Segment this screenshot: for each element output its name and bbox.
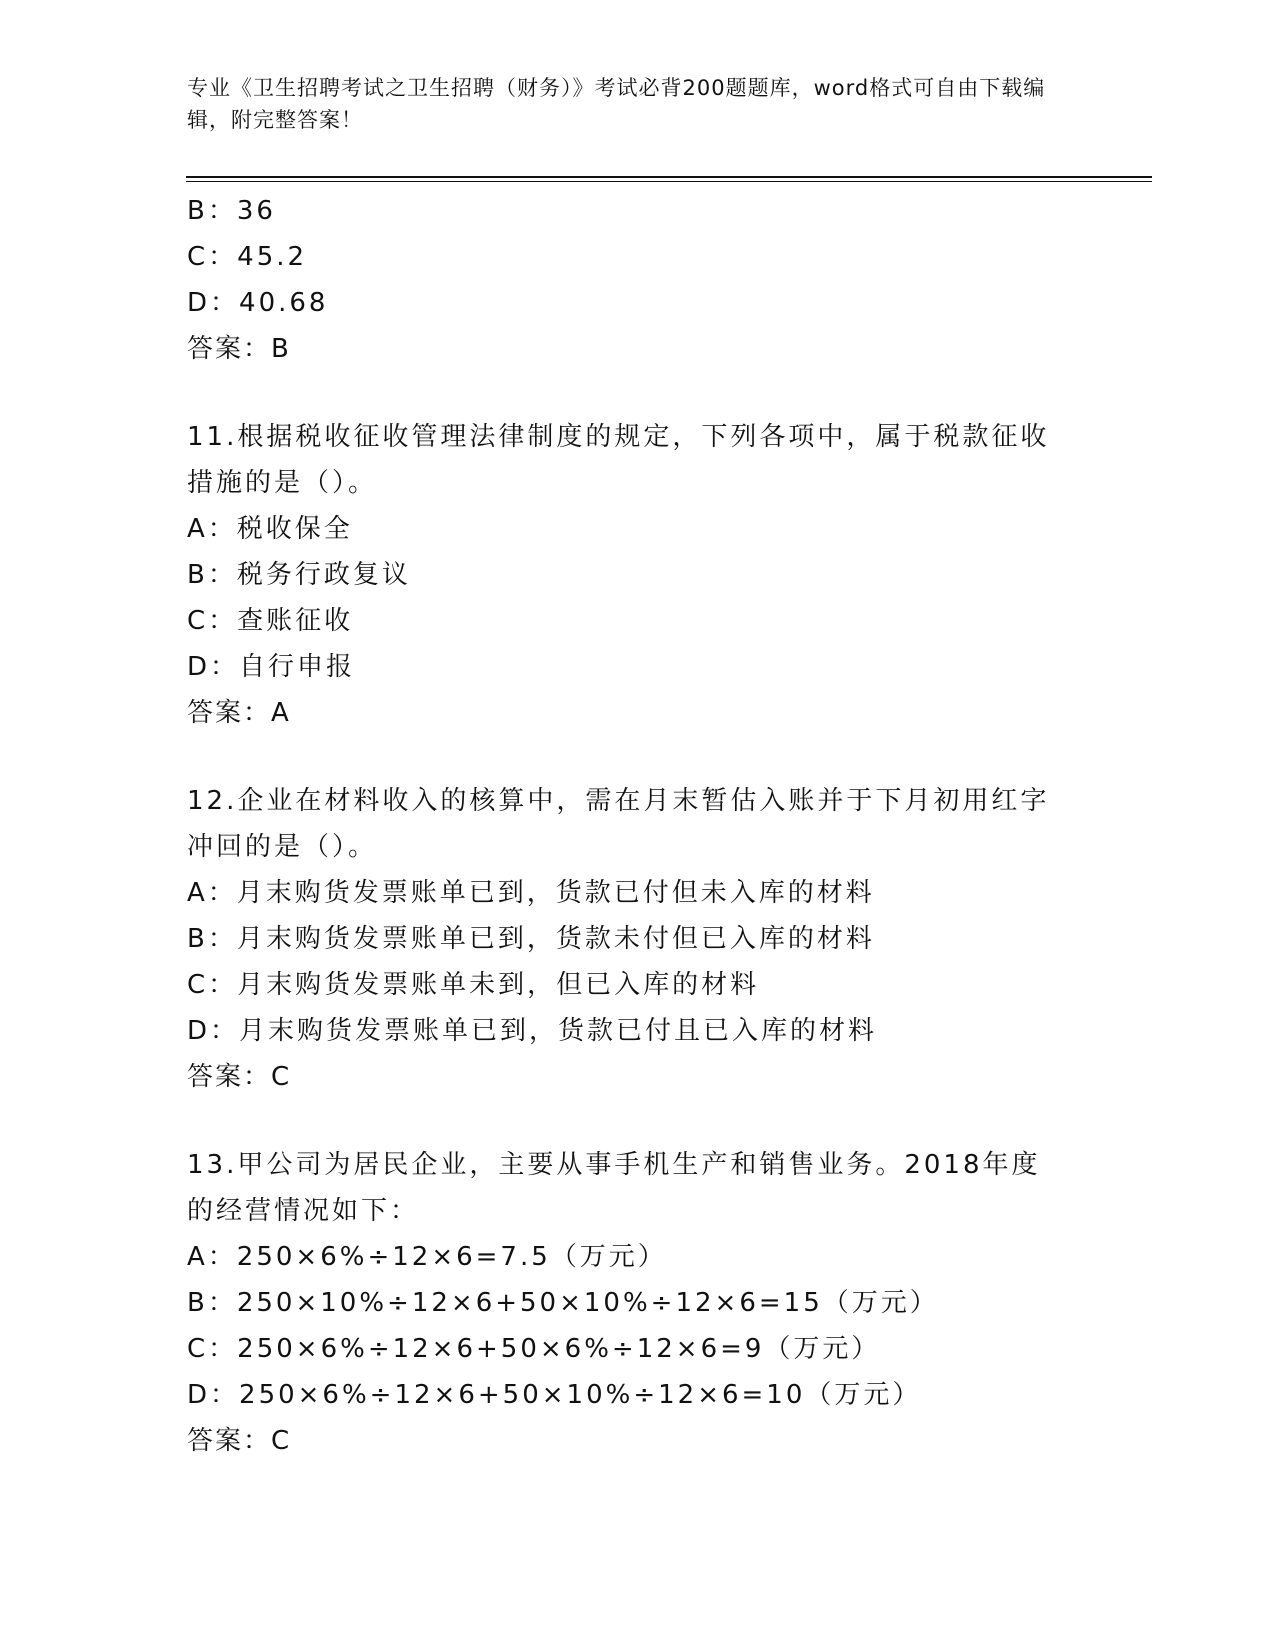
option-d: D：40.68: [187, 288, 329, 318]
question-text: 12.企业在材料收入的核算中，需在月末暂估入账并于下月初用红字冲回的是（）。: [187, 786, 1050, 862]
option-c: C：250×6%÷12×6+50×6%÷12×6=9（万元）: [187, 1334, 881, 1364]
answer: 答案：C: [187, 1062, 292, 1092]
question-content: [187, 188, 1087, 1464]
option-a: A：250×6%÷12×6=7.5（万元）: [187, 1242, 667, 1272]
option-c: C：月末购货发票账单未到，但已入库的材料: [187, 970, 760, 1000]
question-13: [187, 1142, 1087, 1464]
option-a: A：税收保全: [187, 514, 353, 544]
answer: 答案：A: [187, 698, 291, 728]
option-d: D：月末购货发票账单已到，货款已付且已入库的材料: [187, 1016, 878, 1046]
question-text: 11.根据税收征收管理法律制度的规定，下列各项中，属于税款征收措施的是（）。: [187, 422, 1050, 498]
page-header: 专业《卫生招聘考试之卫生招聘（财务）》考试必背200题题库，word格式可自由下载编辑，附完整答案！: [187, 76, 1046, 132]
option-d: D：250×6%÷12×6+50×10%÷12×6=10（万元）: [187, 1380, 922, 1410]
option-c: C：45.2: [187, 242, 308, 272]
option-d: D：自行申报: [187, 652, 356, 682]
option-b: B：36: [187, 196, 276, 226]
header-divider: [186, 176, 1152, 182]
option-c: C：查账征收: [187, 606, 354, 636]
answer: 答案：C: [187, 1426, 292, 1456]
previous-question-tail: [187, 188, 1087, 372]
option-a: A：月末购货发票账单已到，货款已付但未入库的材料: [187, 878, 875, 908]
question-11: [187, 414, 1087, 736]
question-text: 13.甲公司为居民企业，主要从事手机生产和销售业务。2018年度的经营情况如下：: [187, 1150, 1041, 1226]
option-b: B：月末购货发票账单已到，货款未付但已入库的材料: [187, 924, 875, 954]
option-b: B：税务行政复议: [187, 560, 411, 590]
answer: 答案：B: [187, 334, 291, 364]
question-12: [187, 778, 1087, 1100]
option-b: B：250×10%÷12×6+50×10%÷12×6=15（万元）: [187, 1288, 939, 1318]
